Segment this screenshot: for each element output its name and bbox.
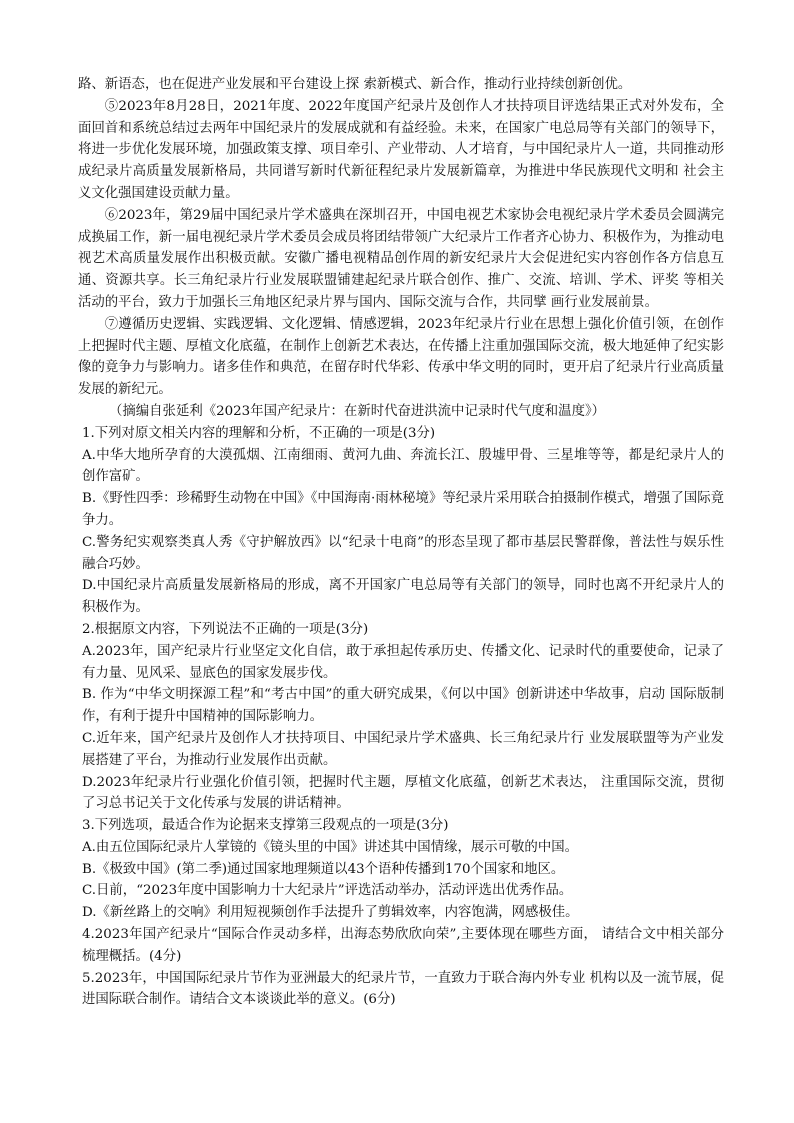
option-c: C.警务纪实观察类真人秀《守护解放西》以“纪录十电商”的形态呈现了都市基层民警群像，普法性与娱乐性融合巧妙。 (82, 534, 724, 572)
passage-paragraph: ⑥2023年，第29届中国纪录片学术盛典在深圳召开，中国电视艺术家协会电视纪录片学术委员会圆满完成换届工作，新一届电视纪录片学术委员会成员将团结带领广大纪录片工作者齐心协力、积极作为，为推动电视艺术高质量发展作出积极贡献。安徽广播电视精品创作周的新安纪录片大会促进纪实内容创作各方信息互通、资源共享。长三角纪录片行业发展联盟铺建起纪录片联合创作、推广、交流、培训、学术、评奖 等相关活动的平台，致力于加强长三角地区纪录片界与国内、国际交流与合作，共同擘 画行业发展前景。 (78, 207, 724, 310)
question-stem: 4.2023年国产纪录片“国际合作灵动多样，出海态势欣欣向荣”,主要体现在哪些方面， 请结合文中相关部分梳理概括。(4分) (82, 927, 724, 964)
question-4 (78, 924, 724, 968)
question-stem: 3.下列选项，最适合作为论据来支撑第三段观点的一项是(3分) (82, 818, 449, 834)
question-1 (78, 423, 724, 619)
option-b: B.《野性四季：珍稀野生动物在中国》《中国海南·雨林秘境》等纪录片采用联合拍摄制作模式，增强了国际竟争力。 (82, 491, 724, 528)
question-stem: 2.根据原文内容，下列说法不正确的一项是(3分) (82, 621, 369, 637)
option-c: C.日前，“2023年度中国影响力十大纪录片”评选活动举办，活动评选出优秀作品。 (82, 883, 573, 899)
option-d: D.中国纪录片高质量发展新格局的形成，离不开国家广电总局等有关部门的领导，同时也离不开纪录片人的积极作为。 (82, 578, 724, 616)
option-a: A.中华大地所孕育的大漠孤烟、江南细雨、黄河九曲、奔流长江、殷墟甲骨、三星堆等等，都是纪录片人的创作富矿。 (82, 447, 724, 485)
option-b: B. 作为“中华文明探源工程”和“考古中国”的重大研究成果，《何以中国》创新讲述中华故事，启动 国际版制作，有利于提升中国精神的国际影响力。 (82, 687, 724, 725)
reading-passage (78, 74, 724, 401)
option-d: D.《新丝路上的交响》利用短视频创作手法提升了剪辑效率，内容饱满，网感极佳。 (82, 905, 579, 921)
question-2 (78, 619, 724, 815)
question-5 (78, 968, 724, 1012)
option-a: A.2023年，国产纪录片行业坚定文化自信，敢于承担起传承历史、传播文化、记录时代的重要使命，记录了有力量、见风采、显底色的国家发展步伐。 (82, 643, 724, 681)
source-citation: （摘编自张延利《2023年国产纪录片：在新时代奋进洪流中记录时代气度和温度》） (109, 403, 606, 419)
option-a: A.由五位国际纪录片人掌镜的《镜头里的中国》讲述其中国情缘，展示可敬的中国。 (82, 839, 578, 855)
question-3 (78, 815, 724, 924)
passage-paragraph: ⑤2023年8月28日，2021年度、2022年度国产纪录片及创作人才扶持项目评选结果正式对外发布，全面回首和系统总结过去两年中国纪录片的发展成就和有益经验。未来，在国家广电总局等有关部门的领导下，将进一步优化发展环境，加强政策支撑、项目牵引、产业带动、人才培育，与中国纪录片人一道，共同推动形成纪录片高质量发展新格局，共同谱写新时代新征程纪录片发展新篇章，为推进中华民族现代文明和 社会主义文化强国建设贡献力量。 (78, 98, 724, 201)
question-list (78, 423, 724, 1012)
passage-paragraph: ⑦遵循历史逻辑、实践逻辑、文化逻辑、情感逻辑，2023年纪录片行业在思想上强化价值引领，在创作上把握时代主题、厚植文化底蕴，在制作上创新艺术表达，在传播上注重加强国际交流，极大地延伸了纪实影像的竟争力与影响力。诸多佳作和典范，在留存时代华彩、传承中华文明的同时，更开启了纪录片行业高质量发展的新纪元。 (78, 316, 724, 398)
question-stem: 1.下列对原文相关内容的理解和分析，不正确的一项是(3分) (82, 425, 436, 441)
option-d: D.2023年纪录片行业强化价值引领，把握时代主题，厚植文化底蕴，创新艺术表达， 注重国际交流，贯彻了习总书记关于文化传承与发展的讲话精神。 (82, 774, 724, 812)
question-stem: 5.2023年，中国国际纪录片节作为亚洲最大的纪录片节，一直致力于联合海内外专业 机构以及一流节展，促进国际联合制作。请结合文本谈谈此举的意义。(6分) (82, 970, 724, 1008)
option-b: B.《极致中国》(第二季)通过国家地理频道以43个语种传播到170个国家和地区。 (82, 861, 565, 877)
document-body (78, 74, 724, 1011)
passage-paragraph: 路、新语态，也在促进产业发展和平台建设上探 索新模式、新合作，推动行业持续创新创优。 (78, 77, 632, 92)
option-c: C.近年来，国产纪录片及创作人才扶持项目、中国纪录片学术盛典、长三角纪录片行 业发展联盟等为产业发展搭建了平台，为推动行业发展作出贡献。 (82, 730, 724, 768)
